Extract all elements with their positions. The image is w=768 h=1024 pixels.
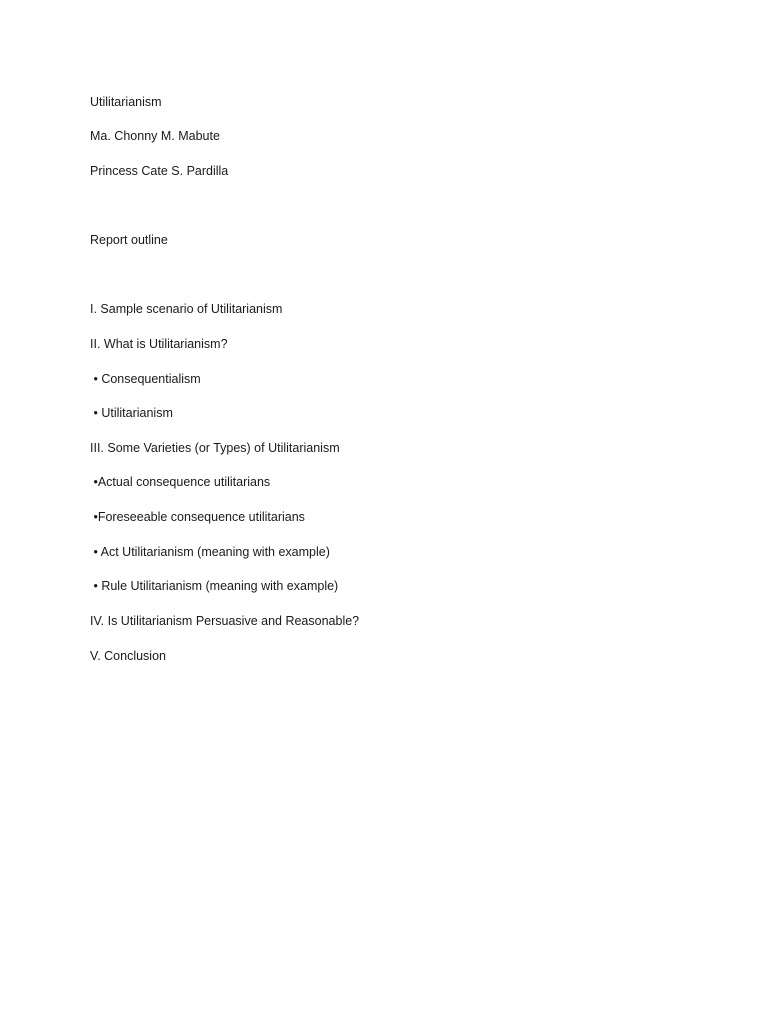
outline-item: IV. Is Utilitarianism Persuasive and Reasonable?	[90, 614, 360, 628]
outline-subitem: •Foreseeable consequence utilitarians	[90, 510, 305, 524]
author-name: Princess Cate S. Pardilla	[90, 164, 229, 178]
outline-item: II. What is Utilitarianism?	[90, 337, 228, 351]
outline-item: I. Sample scenario of Utilitarianism	[90, 302, 283, 316]
outline-subitem: •Actual consequence utilitarians	[90, 475, 271, 489]
document-title: Utilitarianism	[90, 95, 162, 109]
outline-item: III. Some Varieties (or Types) of Utilitarianism	[90, 441, 340, 455]
outline-subitem: • Rule Utilitarianism (meaning with example)	[90, 579, 339, 593]
outline-subitem: • Consequentialism	[90, 372, 201, 386]
outline-item: V. Conclusion	[90, 649, 166, 663]
outline-subitem: • Act Utilitarianism (meaning with example)	[90, 545, 330, 559]
author-name: Ma. Chonny M. Mabute	[90, 129, 220, 143]
section-heading: Report outline	[90, 233, 168, 247]
outline-subitem: • Utilitarianism	[90, 406, 173, 420]
